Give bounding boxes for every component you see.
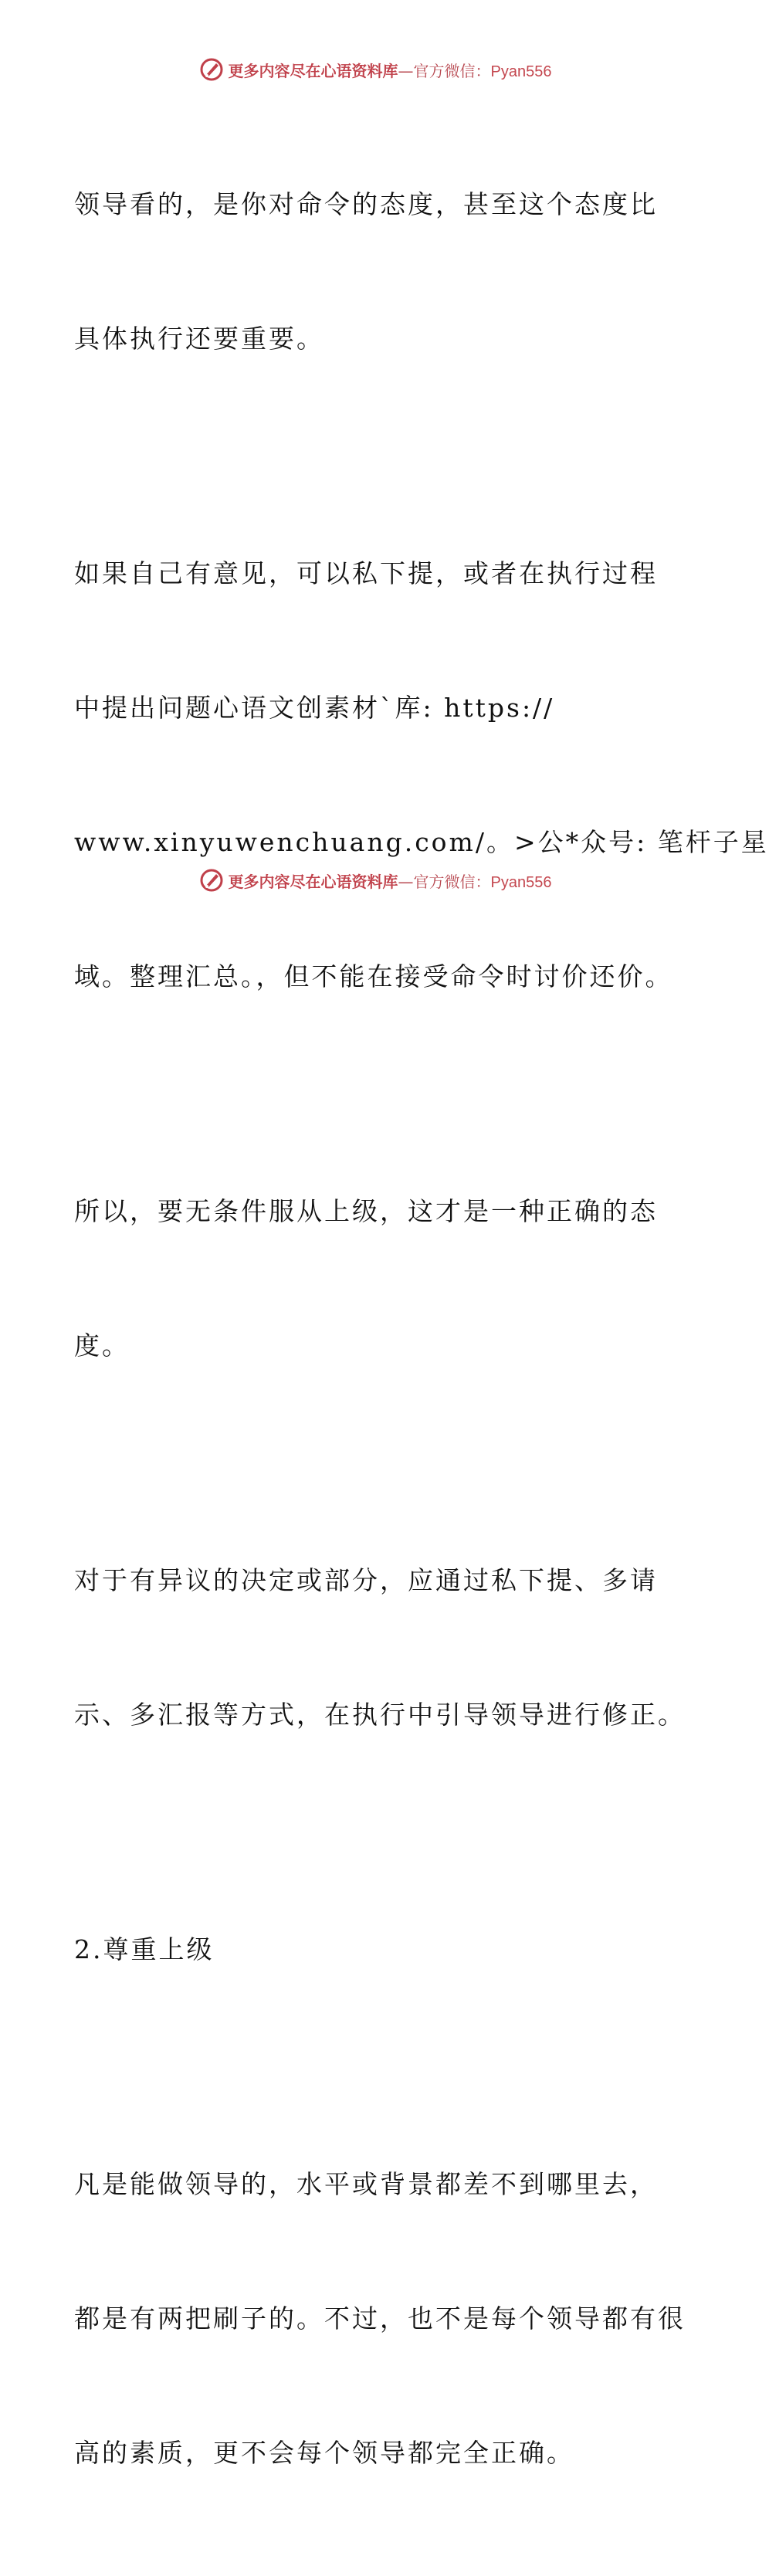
banner-wechat-label: 官方微信： <box>413 872 491 891</box>
footer-banner-inner <box>199 868 552 893</box>
text-line: 如果自己有意见，可以私下提，或者在执行过程 <box>74 558 658 588</box>
text-line: 对于有异议的决定或部分，应通过私下提、多请 <box>74 1565 658 1595</box>
banner-site-name: 更多内容尽在心语资料库 <box>228 61 398 80</box>
paragraph <box>74 1469 686 1827</box>
text-line: www.xinyuwenchuang.com/。>公*众号: 笔杆子星 <box>74 827 769 857</box>
text-line: 领导看的，是你对命令的态度，甚至这个态度比 <box>74 189 658 219</box>
banner-dash: — <box>398 872 414 891</box>
paragraph <box>74 93 661 451</box>
banner-site-name: 更多内容尽在心语资料库 <box>228 872 398 891</box>
text-line: 所以，要无条件服从上级，这才是一种正确的态 <box>74 1196 658 1226</box>
text-line: 域。整理汇总。，但不能在接受命令时讨价还价。 <box>74 961 673 991</box>
text-line: 示、多汇报等方式，在执行中引导领导进行修正。 <box>74 1700 686 1730</box>
header-banner <box>0 54 733 85</box>
section-heading <box>74 1838 661 2062</box>
banner-dash: — <box>398 61 414 80</box>
text-line: 度。 <box>74 1330 130 1361</box>
text-line: 高的素质，更不会每个领导都完全正确。 <box>74 2438 574 2468</box>
paragraph <box>74 2073 686 2565</box>
pen-logo-icon <box>199 868 224 893</box>
banner-wechat-id: Pyan556 <box>490 63 552 80</box>
paragraph <box>74 462 769 1089</box>
pen-logo-icon <box>199 57 224 82</box>
footer-banner <box>0 865 733 896</box>
paragraph <box>74 1100 661 1458</box>
banner-text <box>229 59 552 81</box>
text-line: 凡是能做领导的，水平或背景都差不到哪里去， <box>74 2169 658 2199</box>
text-line: 2.尊重上级 <box>74 1934 215 1964</box>
banner-wechat-id: Pyan556 <box>490 873 552 891</box>
banner-wechat-label: 官方微信： <box>413 61 491 80</box>
document-body <box>74 93 769 2576</box>
text-line: 中提出问题心语文创素材`库: https:// <box>74 693 555 723</box>
text-line: 都是有两把刷子的。不过，也不是每个领导都有很 <box>74 2303 686 2334</box>
text-line: 具体执行还要重要。 <box>74 324 324 354</box>
header-banner-inner <box>199 57 552 82</box>
banner-text <box>229 869 552 892</box>
